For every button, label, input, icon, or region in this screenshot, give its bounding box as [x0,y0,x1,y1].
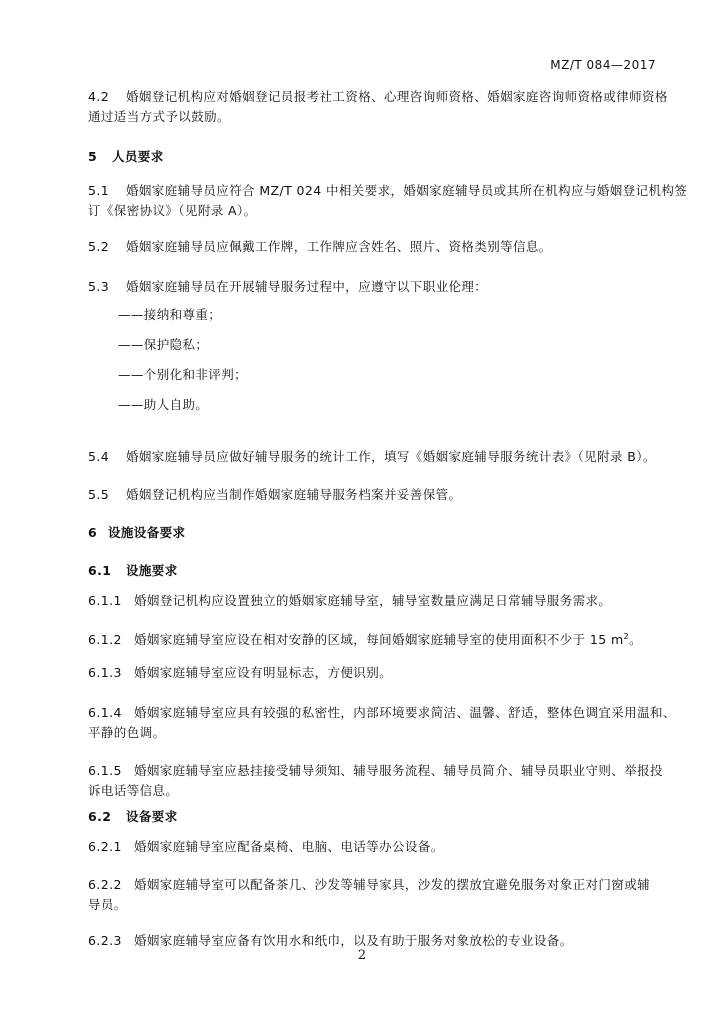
clause-text: 婚姻家庭辅导室应具有较强的私密性，内部环境要求简洁、温馨、舒适，整体色调宜采用温和、 [134,705,676,720]
clause-5-5 [88,484,658,506]
clause-number: 6.1.2 [88,632,122,648]
clause-number: 6.1.5 [88,763,122,778]
ethics-list-item: ——保护隐私； [118,337,209,352]
section-number: 5 [88,149,98,164]
clause-6-1-1 [88,590,658,612]
clause-5-3 [88,276,658,298]
section-title: 设备要求 [126,809,178,824]
section-number: 6.1 [88,563,112,578]
section-number: 6.2 [88,809,112,824]
clause-number: 5.5 [88,487,110,502]
clause-text: 婚姻家庭辅导员应佩戴工作牌，工作牌应含姓名、照片、资格类别等信息。 [126,239,552,254]
clause-text: 婚姻登记机构应对婚姻登记员报考社工资格、心理咨询师资格、婚姻家庭咨询师资格或律师资格 [126,89,668,104]
clause-number: 5.4 [88,449,110,464]
clause-number: 6.2.3 [88,933,122,948]
clause-text: 婚姻家庭辅导室应悬挂接受辅导须知、辅导服务流程、辅导员简介、辅导员职业守则、举报投 [134,763,663,778]
clause-number: 6.1.4 [88,705,122,720]
section-title: 设施要求 [126,563,178,578]
clause-6-1-4-line2: 平静的色调。 [88,725,166,740]
page-number: 2 [357,948,367,963]
section-heading-6 [88,522,658,544]
clause-text: 婚姻家庭辅导室应配备桌椅、电脑、电话等办公设备。 [134,839,444,854]
clause-4-2-line1 [88,86,668,108]
clause-6-2-2-line1 [88,874,658,896]
section-heading-6-1 [88,560,658,582]
clause-6-1-3 [88,662,658,684]
clause-5-4 [88,446,658,468]
clause-text-end: 。 [629,632,642,648]
clause-6-2-2-line2: 导员。 [88,897,127,912]
clause-text: 婚姻家庭辅导室应设在相对安静的区域，每间婚姻家庭辅导室的使用面积不少于 15 m [134,632,624,648]
section-heading-6-2 [88,806,658,828]
clause-number: 6.2.2 [88,877,122,892]
clause-5-1-line2: 订《保密协议》（见附录 A）。 [88,203,257,218]
standard-code: MZ/T 084—2017 [550,58,656,72]
clause-text: 婚姻登记机构应当制作婚姻家庭辅导服务档案并妥善保管。 [126,487,462,502]
section-title: 人员要求 [112,149,164,164]
section-title: 设施设备要求 [108,525,186,540]
clause-5-1-line1 [88,180,688,202]
clause-number: 5.1 [88,183,110,198]
clause-number: 5.2 [88,239,110,254]
clause-text: 婚姻登记机构应设置独立的婚姻家庭辅导室，辅导室数量应满足日常辅导服务需求。 [134,593,612,608]
ethics-list-item: ——助人自助。 [118,397,209,412]
clause-6-1-5-line2: 诉电话等信息。 [88,783,179,798]
superscript-2: 2 [623,632,630,641]
clause-text: 婚姻家庭辅导员应做好辅导服务的统计工作，填写《婚姻家庭辅导服务统计表》（见附录 B）。 [126,449,656,464]
clause-text: 婚姻家庭辅导员应符合 MZ/T 024 中相关要求，婚姻家庭辅导员或其所在机构应与婚姻登记机构签 [126,183,688,198]
ethics-list-item: ——个别化和非评判； [118,367,248,382]
section-heading-5 [88,146,658,168]
clause-6-1-2 [88,626,658,651]
clause-text: 婚姻家庭辅导室应备有饮用水和纸巾，以及有助于服务对象放松的专业设备。 [134,933,573,948]
clause-6-2-1 [88,836,658,858]
clause-5-2 [88,236,658,258]
clause-6-1-4-line1 [88,702,676,724]
ethics-list-item: ——接纳和尊重； [118,307,222,322]
clause-number: 6.2.1 [88,839,122,854]
clause-number: 5.3 [88,279,110,294]
clause-4-2-line2: 通过适当方式予以鼓励。 [88,109,230,124]
clause-6-1-5-line1 [88,760,663,782]
clause-text: 婚姻家庭辅导室应设有明显标志，方便识别。 [134,665,393,680]
section-number: 6 [88,525,98,540]
clause-text: 婚姻家庭辅导室可以配备茶几、沙发等辅导家具，沙发的摆放宜避免服务对象正对门窗或辅 [134,877,651,892]
clause-text: 婚姻家庭辅导员在开展辅导服务过程中，应遵守以下职业伦理： [126,279,488,294]
clause-number: 4.2 [88,89,110,104]
clause-number: 6.1.1 [88,593,122,608]
clause-number: 6.1.3 [88,665,122,680]
